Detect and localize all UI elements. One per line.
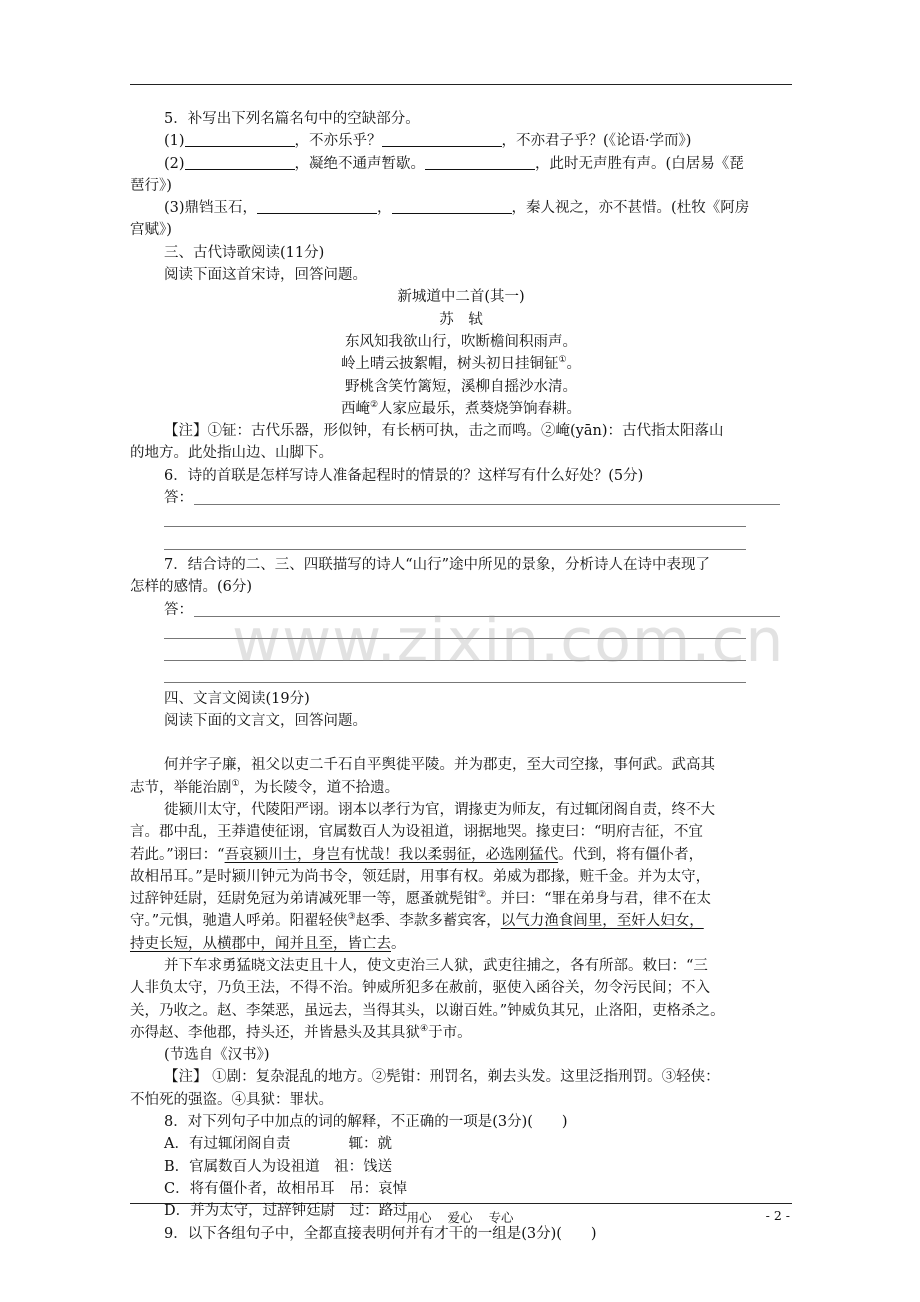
answer-line[interactable]: 答： — [130, 487, 792, 509]
poem-line: 东风知我欲山行，吹断檐间积雨声。 — [345, 333, 577, 350]
watermark: www.zixin.com.cn — [232, 606, 785, 676]
passage-line: 关，乃收之。赵、李桀恶，虽远去，当得其头，以谢百姓。”钟威负其兄，止洛阳，吏格杀之。 — [130, 1002, 725, 1019]
passage-line: 守。”元惧，驰遣人呼弟。阳翟轻侠③赵季、李款多蓄宾客，以气力渔食闾里，至奸人妇女， — [130, 912, 704, 930]
underlined-sentence: 持吏长短，从横郡中，闻并且至，皆亡去 — [130, 935, 391, 952]
q6-text: 6．诗的首联是怎样写诗人准备起程时的情景的？这样写有什么好处？(5分) — [164, 467, 644, 484]
q8-option-a: A．有过辄闭阁自责 辄：就 — [164, 1136, 392, 1153]
q5-line2: (2) ，凝绝不通声暂歇。 ，此时无声胜有声。(白居易《琵 — [164, 155, 744, 172]
section3-heading: 三、古代诗歌阅读(11分) — [164, 244, 325, 261]
q9-text: 9．以下各组句子中，全都直接表明何并有才干的一组是(3分)( ) — [164, 1225, 597, 1242]
passage-line: 过辞钟廷尉，廷尉免冠为弟请减死罪一等，愿蚤就髡钳②。并曰：“罪在弟身与君，律不在太 — [130, 890, 711, 908]
poem-note: 【注】①钲：古代乐器，形似钟，有长柄可执，击之而鸣。②崦(yān)：古代指太阳落山 — [164, 423, 724, 440]
page-number: - 2 - — [765, 1208, 790, 1223]
poem-title: 新城道中二首(其一) — [397, 289, 525, 306]
answer-line[interactable] — [130, 509, 792, 531]
poem-line: 西崦②人家应最乐，煮葵烧笋饷春耕。 — [340, 400, 582, 417]
footer-rule — [130, 1203, 792, 1204]
section4-intro: 阅读下面的文言文，回答问题。 — [164, 713, 367, 730]
q8-option-c: C．将有僵仆者，故相吊耳 吊：哀悼 — [164, 1180, 408, 1197]
passage-line: 言。郡中乱，王莽遣使征诩，官属数百人为设祖道，诩据地哭。掾吏曰：“明府吉征，不宜 — [130, 824, 703, 841]
footer-motto: 用心 爱心 专心 — [406, 1210, 514, 1225]
q7-text-cont: 怎样的感情。(6分) — [130, 579, 253, 596]
q5-line3-cont: 宫赋》) — [130, 222, 172, 239]
blank[interactable] — [382, 131, 502, 147]
answer-line[interactable]: 答： — [130, 599, 792, 621]
q5-line1: (1) ，不亦乐乎？ ，不亦君子乎？(《论语·学而》) — [164, 133, 692, 150]
poem-line: 野桃含笑竹篱短，溪柳自摇沙水清。 — [345, 378, 577, 395]
q8-option-b: B．官属数百人为设祖道 祖：饯送 — [164, 1158, 393, 1175]
q5-title: 5．补写出下列名篇名句中的空缺部分。 — [164, 111, 420, 127]
q8-text: 8．对下列句子中加点的词的解释，不正确的一项是(3分)( ) — [164, 1114, 568, 1131]
passage-line: 徙颍川太守，代陵阳严诩。诩本以孝行为官，谓掾吏为师友，有过辄闭阁自责，终不大 — [164, 801, 715, 818]
blank[interactable] — [257, 198, 377, 214]
header-rule — [130, 84, 792, 85]
passage-note: 【注】 ①剧：复杂混乱的地方。②髡钳：刑罚名，剃去头发。这里泛指刑罚。③轻侠： — [164, 1069, 720, 1086]
passage-note-cont: 不怕死的强盗。④具狱：罪状。 — [130, 1091, 333, 1108]
passage-source: (节选自《汉书》) — [164, 1047, 270, 1064]
passage-line: 何并字子廉，祖父以吏二千石自平舆徙平陵。并为郡吏，至大司空掾，事何武。武高其 — [164, 757, 715, 774]
passage-line: 人非负太守，乃负王法，不得不治。钟威所犯多在赦前，驱使入函谷关，勿令污民间；不入 — [130, 980, 710, 997]
passage-line: 并下车求勇猛晓文法吏且十人，使文吏治三人狱，武吏往捕之，各有所部。敕曰：“三 — [164, 957, 708, 974]
q5-line2-cont: 琶行》) — [130, 177, 172, 194]
passage-line: 若此。”诩曰：“吾哀颍川士，身岂有忧哉！我以柔弱征，必选刚猛代。代到，将有僵仆者， — [130, 846, 704, 863]
section3-intro: 阅读下面这首宋诗，回答问题。 — [164, 267, 367, 284]
q8-option-d: D．并为太守，过辞钟廷尉 过：路过 — [164, 1203, 408, 1220]
blank[interactable] — [392, 198, 512, 214]
q5-line3: (3)鼎铛玉石， ， ，秦人视之，亦不甚惜。(杜牧《阿房 — [164, 200, 750, 217]
underlined-sentence: 吾哀颍川士，身岂有忧哉！我以柔弱征，必选刚猛代 — [224, 846, 559, 863]
passage-line: 志节，举能治剧①，为长陵令，道不拾遗。 — [130, 778, 400, 796]
answer-line[interactable] — [130, 532, 792, 554]
section4-heading: 四、文言文阅读(19分) — [164, 690, 310, 707]
passage-line: 亦得赵、李他郡，持头还，并皆悬头及其具狱④于市。 — [130, 1024, 472, 1041]
underlined-sentence: 以气力渔食闾里，至奸人妇女， — [500, 913, 704, 930]
q7-text: 7．结合诗的二、三、四联描写的诗人“山行”途中所见的景象，分析诗人在诗中表现了 — [164, 556, 711, 573]
page-content — [130, 108, 792, 1245]
poem-line: 岭上晴云披絮帽，树头初日挂铜钲①。 — [340, 355, 582, 373]
blank[interactable] — [425, 154, 535, 170]
blank[interactable] — [185, 131, 295, 147]
blank[interactable] — [185, 154, 295, 170]
poem-note-cont: 的地方。此处指山边、山脚下。 — [130, 445, 333, 462]
passage-line: 故相吊耳。”是时颍川钟元为尚书令，领廷尉，用事有权。弟威为郡掾，赃千金。并为太守， — [130, 868, 711, 885]
passage-line: 持吏长短，从横郡中，闻并且至，皆亡去。 — [130, 935, 406, 952]
poem-author: 苏 轼 — [439, 311, 483, 328]
